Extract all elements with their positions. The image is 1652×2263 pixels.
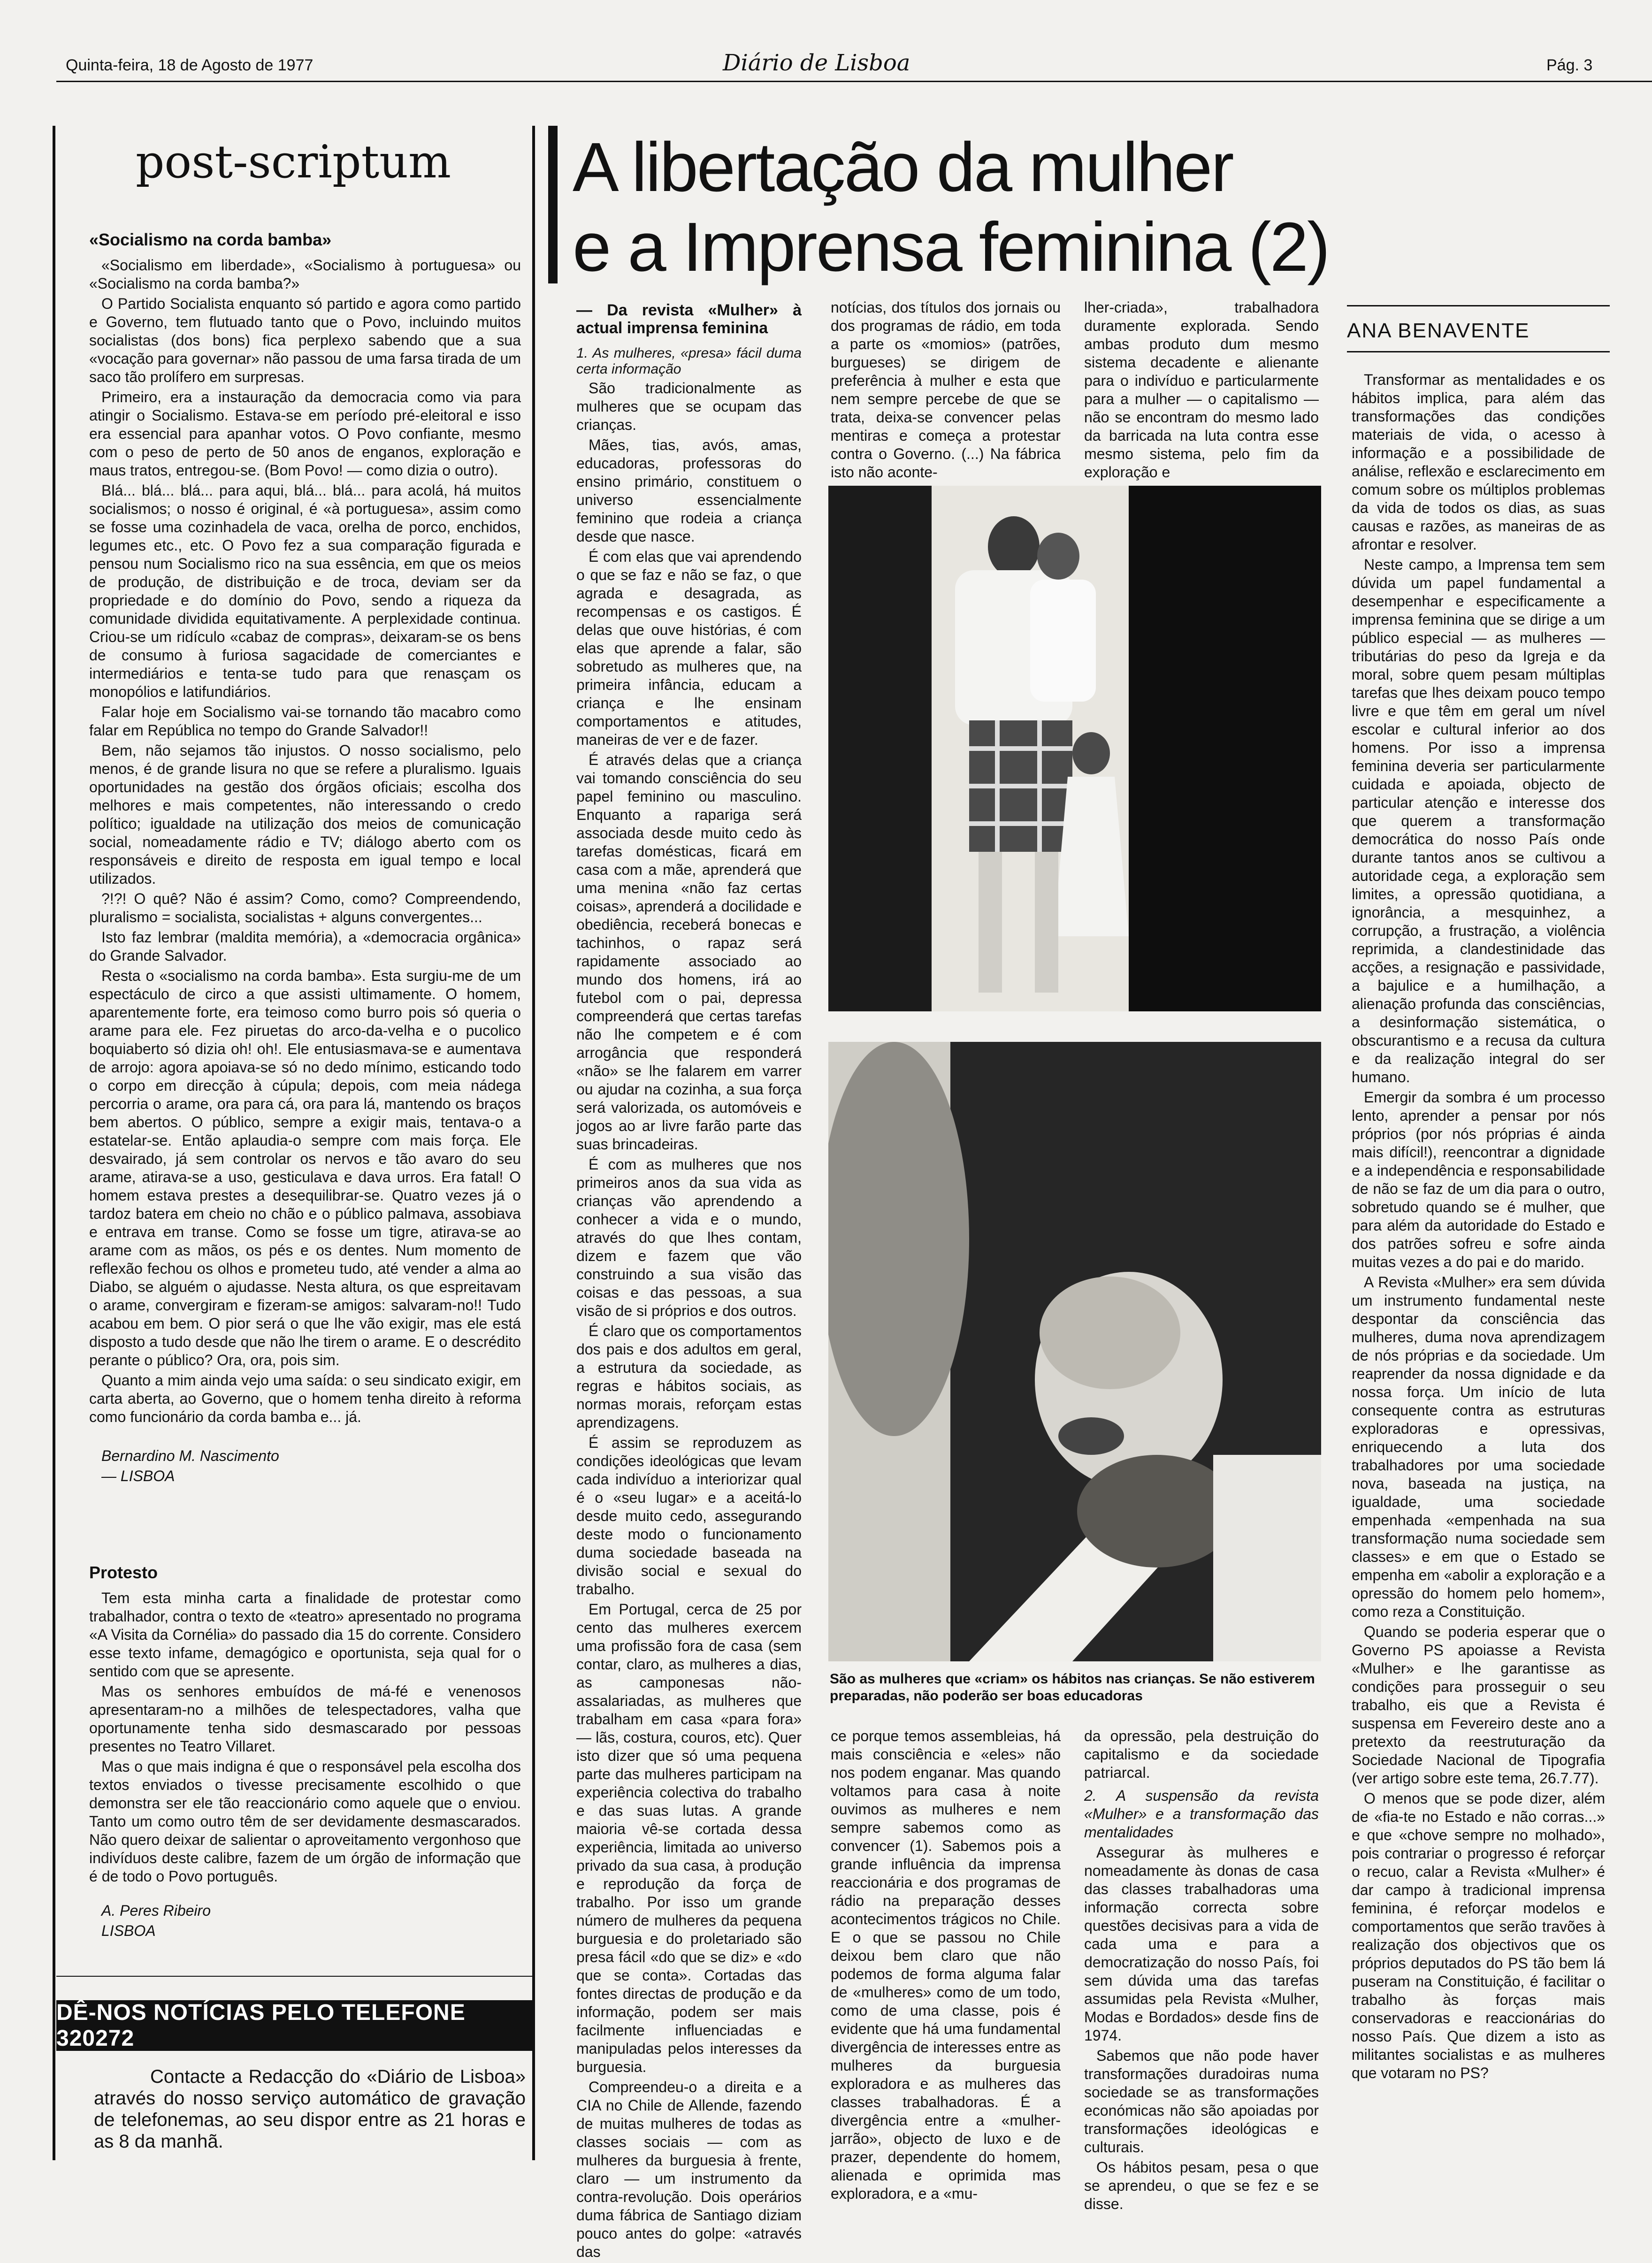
- paragraph: Primeiro, era a instauração da democracia como via para atingir o Socialismo. Estava-se em período pré-eleitoral e isso era essencial para apanhar votos. O Povo confiante, mesmo com o peso de perto de 50 anos de enganos, exploração e maus tratos, entregou-se. (Bom Povo! — como dizia o outro).: [89, 389, 521, 479]
- paragraph: Mas o que mais indigna é que o responsável pela escolha dos textos enviados o tivesse precisamente escolhido o que demonstra ser ele tão reaccionário como aquele que o enviou. Tanto um como outro têm de ser devidamente desmascarados. Não quero deixar de salientar o aproveitamento vergonhoso que indivíduos deste calibre, fazem de um órgão de informação que é de todo o Povo português.: [89, 1758, 521, 1885]
- photo-image: [828, 486, 1321, 1011]
- paragraph: Emergir da sombra é um processo lento, aprender a pensar por nós próprios (por nós próprias é ainda mais difícil!), reencontrar a dignidade e a independência e responsabilidade de não se faz de um dia para o outro, sobretudo quando se é mulher, que para além da autoridade do Estado e dos patrões sofreu e sofre ainda muitas vezes a do pai e do marido.: [1352, 1089, 1605, 1270]
- article-title-line1: A libertação da mulher: [573, 129, 1233, 206]
- paragraph: Mães, tias, avós, amas, educadoras, professoras do ensino primário, constituem o universo essencialmente feminino que rodeia a criança desde que nasce.: [576, 436, 802, 545]
- article-column-4: [1352, 371, 1605, 2084]
- phone-box-text: Contacte a Redacção do «Diário de Lisboa» através do nosso serviço automático de gravação de telefonemas, ao seu dispor entre as 21 horas e as 8 da manhã.: [94, 2066, 526, 2152]
- paragraph: Quando se poderia esperar que o Governo PS apoiasse a Revista «Mulher» e lhe garantisse as condições para prosseguir o seu trabalho, eis que a Revista é suspensa em Fevereiro deste ano a pretexto da reestruturação da Sociedade Nacional de Tipografia (ver artigo sobre este tema, 26.7.77).: [1352, 1623, 1605, 1787]
- phone-box-heading: DÊ-NOS NOTÍCIAS PELO TELEFONE 320272: [56, 2000, 532, 2051]
- paragraph: Isto faz lembrar (maldita memória), a «democracia orgânica» do Grande Salvador.: [89, 929, 521, 964]
- paragraph: Os hábitos pesam, pesa o que se aprendeu, o que se fez e se disse.: [1084, 2159, 1319, 2212]
- page-number: Pág. 3: [1546, 56, 1593, 74]
- article-column-1: [576, 301, 802, 2263]
- paragraph: ?!?! O quê? Não é assim? Como, como? Compreendendo, pluralismo = socialista, socialistas + alguns convergentes...: [89, 890, 521, 925]
- article-subhead: — Da revista «Mulher» à actual imprensa feminina: [576, 301, 802, 337]
- paragraph: «Socialismo em liberdade», «Socialismo à portuguesa» ou «Socialismo na corda bamba?»: [89, 257, 521, 292]
- article-column-2-top: [831, 298, 1061, 483]
- postscriptum-title: post-scriptum: [135, 136, 451, 188]
- article-title-line2: e a Imprensa feminina (2): [573, 208, 1329, 286]
- postscriptum-right-border: [532, 126, 535, 2160]
- paragraph: Sabemos que não pode haver transformações duradoiras numa sociedade se as transformações económicas não são apoiadas por transformações ideológicas e culturais.: [1084, 2047, 1319, 2156]
- paragraph: Em Portugal, cerca de 25 por cento das mulheres exercem uma profissão fora de casa (sem contar, claro, as mulheres a dias, as camponesas não-assalariadas, as mulheres que trabalham em casa «para fora» — lãs, costura, couros, etc). Quer isto dizer que só uma pequena parte das mulheres participam na experiência colectiva do trabalho e das suas lutas. A grande maioria vê-se cortada dessa experiência, limitada ao universo privado da sua casa, à produção e reprodução da força de trabalho. Por isso um grande número de mulheres da pequena burguesia e do proletariado são presa fácil «do que se diz» e «do que se conta». Cortadas das fontes directas de produção e da informação, podem ser mais facilmente influenciadas e manipuladas pelos interesses da burguesia.: [576, 1601, 802, 2075]
- paragraph: Falar hoje em Socialismo vai-se tornando tão macabro como falar em República no tempo do Grande Salvador!!: [89, 703, 521, 739]
- paragraph: O Partido Socialista enquanto só partido e agora como partido e Governo, tem flutuado tanto que o Povo, incluindo muitos socialistas (dos bons) fica perplexo sabendo que a sua «vocação para governar» não passou de uma farsa tirada de um saco tão prolífero em surpresas.: [89, 295, 521, 385]
- paragraph: Quanto a mim ainda vejo uma saída: o seu sindicato exigir, em carta aberta, ao Governo, que o homem tenha direito à reforma como funcionário da corda bamba e... já.: [89, 1372, 521, 1425]
- paragraph: notícias, dos títulos dos jornais ou dos programas de rádio, em toda a parte os «momios» (patrões, burgueses) se dirigem de preferência à mulher e esta que nem sempre percebe de que se trata, deixa-se convencer pelas mentiras e começa a protestar contra o Governo. (...) Na fábrica isto não aconte-: [831, 299, 1061, 481]
- paragraph: ce porque temos assembleias, há mais consciência e «eles» não nos podem enganar. Mas quando voltamos para casa à noite ouvimos as mulheres e nem sempre sabemos como as convencer (1). Sabemos pois a grande influência da imprensa reaccionária e dos programas de rádio na preparação desses acontecimentos trágicos no Chile. E o que se passou no Chile deixou bem claro que não podemos de forma alguma falar de «mulheres» como de um todo, como de uma classe, pois é evidente que há uma fundamental divergência de interesses entre as mulheres da burguesia exploradora e as mulheres das classes trabalhadoras. É a divergência entre a «mulher-jarrão», objecto de luxo e de prazer, dependente do homem, alienada e oprimida mas exploradora, e a «mu-: [831, 1728, 1061, 2202]
- paragraph: Tem esta minha carta a finalidade de protestar como trabalhador, contra o texto de «teatro» apresentado no programa «A Visita da Cornélia» do passado dia 15 do corrente. Considero esse texto infame, demagógico e oportunista, seja qual for o sentido com que se apresente.: [89, 1590, 521, 1680]
- photo-mother-children: [828, 486, 1321, 1011]
- paragraph: Resta o «socialismo na corda bamba». Esta surgiu-me de um espectáculo de circo a que assisti ultimamente. O homem, aparentemente forte, era teimoso como burro pois só queria o arame para ele. Fez piruetas do arco-da-velha e o pucolico boquiaberto só dizia oh! oh!. Ele entusiasmava-se e aumentava de arrojo: agora apoiava-se só no dedo mínimo, esticando todo o corpo em direcção à cúpula; depois, com meia nádega percorria o arame, ora para cá, ora para lá, mantendo os braços bem abertos. O público, sempre a exigir mais, tentava-o a estatelar-se. Então aplaudia-o sempre com mais força. Ele desvairado, já sem controlar os nervos e tão avaro do seu arame, atirava-se a uso, gesticulava e dava urros. Era fatal! O homem estava prestes a desequilibrar-se. Quatro vezes já o tardoz batera em cheio no chão e o público palmava, assobiava e entrava em transe. Como se fosse um tigre, atirava-se ao arame com as mãos, os pés e os dentes. Num momento de reflexão fechou os olhos e prometeu tudo, até vender a alma ao Diabo, se alguém o ajudasse. Nesta altura, os que espreitavam o arame, convergiram e fizeram-se amigos: salvaram-no!! Tudo acabou em bem. O pior será o que lhe vão exigir, mas ele está disposto a tudo desde que não lhe tirem o arame. E o descrédito perante o público? Ora, ora, pois sim.: [89, 967, 521, 1369]
- masthead: Diário de Lisboa: [723, 50, 910, 76]
- author-byline: ANA BENAVENTE: [1347, 319, 1530, 342]
- paragraph: É com elas que vai aprendendo o que se faz e não se faz, o que agrada e desagrada, as recompensas e os castigos. É delas que ouve histórias, é com elas que aprende a falar, são sobretudo as mulheres que, na primeira infância, educam a criança e lhe ensinam comportamentos e atitudes, maneiras de ver e de fazer.: [576, 548, 802, 748]
- signature-place: LISBOA: [101, 1922, 156, 1939]
- paragraph: Assegurar às mulheres e nomeadamente às donas de casa das classes trabalhadoras uma informação correcta sobre questões decisivas para a vida de cada uma e para a democratização do nosso País, foi sem dúvida uma das tarefas assumidas pela Revista «Mulher, Modas e Bordados» desde fins de 1974.: [1084, 1844, 1319, 2044]
- issue-date: Quinta-feira, 18 de Agosto de 1977: [66, 56, 314, 74]
- paragraph: É claro que os comportamentos dos pais e dos adultos em geral, a estrutura da sociedade, as regras e hábitos sociais, as normas morais, reforçam estas aprendizagens.: [576, 1323, 802, 1431]
- article-column-3-top: [1084, 298, 1319, 483]
- box-rule: [56, 1976, 532, 1977]
- paragraph: lher-criada», trabalhadora duramente explorada. Sendo ambas produto dum mesmo sistema decadente e alienante para o indivíduo e particularmente para a mulher — o capitalismo — não se encontram do mesmo lado da barricada na luta contra esse mesmo sistema, pelo fim da exploração e: [1084, 299, 1319, 481]
- article-protesto: [89, 1563, 521, 1942]
- paragraph: Bem, não sejamos tão injustos. O nosso socialismo, pelo menos, é de grande lisura no que se refere a pluralismo. Iguais oportunidades na gestão dos órgãos oficiais; escolha dos melhores e mais competentes, não interessando o credo político; igualdade na utilização dos meios de comunicação social, nomeadamente rádio e TV; diálogo aberto com os responsáveis e direito de resposta em igual tempo e local utilizados.: [89, 742, 521, 887]
- paragraph: O menos que se pode dizer, além de «fia-te no Estado e não corras...» e que «chove sempre no molhado», pois contrariar o progresso é reforçar o recuo, calar a Revista «Mulher» é dar campo à tradicional imprensa feminina, é reforçar modelos e comportamentos que serão travões à realização dos objectivos que os próprios deputados do PS tão bem lá puseram na Constituição, é facilitar o trabalho às forças mais conservadoras e reaccionárias do nosso País. Que dizem a isto as militantes socialistas e as mulheres que votaram no PS?: [1352, 1790, 1605, 2081]
- title-bar: [548, 126, 558, 283]
- signature-name: Bernardino M. Nascimento: [101, 1447, 279, 1464]
- photo-image: [828, 1042, 1321, 1661]
- paragraph: É com as mulheres que nos primeiros anos da sua vida as crianças vão aprendendo a conhecer a vida e o mundo, através do que lhes contam, dizem e fazem que vão construindo a sua visão das coisas e das pessoas, a sua visão de si próprios e dos outros.: [576, 1156, 802, 1319]
- author-rule-bottom: [1347, 351, 1610, 352]
- author-rule-top: [1347, 305, 1610, 306]
- paragraph: Compreendeu-o a direita e a CIA no Chile de Allende, fazendo de muitas mulheres de todas as classes sociais — com as mulheres da burguesia à frente, claro — um instrumento da contra-revolução. Dois operários duma fábrica de Santiago diziam pouco antes do golpe: «através das: [576, 2079, 802, 2260]
- paragraph: Mas os senhores embuídos de má-fé e venenosos apresentaram-no a milhões de telespectadores, valha que oportunamente tenha sido desmascarado por pessoas presentes no Teatro Villaret.: [89, 1683, 521, 1755]
- signature-place: — LISBOA: [101, 1468, 175, 1484]
- paragraph: É através delas que a criança vai tomando consciência do seu papel feminino ou masculino. Enquanto a rapariga será associada desde muito cedo às tarefas domésticas, ficará em casa com a mãe, aprenderá que uma menina «não faz certas coisas», aprenderá a docilidade e obediência, receberá bonecas e tachinhos, o rapaz será rapidamente associado ao mundo dos homens, irá ao futebol com o pai, depressa compreenderá que certas tarefas não lhe competem e é com arrogância que responderá «não» se lhe falarem em varrer ou ajudar na cozinha, a sua força será valorizada, os automóveis e jogos ao ar livre farão parte das suas brincadeiras.: [576, 751, 802, 1153]
- article-column-3-bottom: [1084, 1727, 1319, 2215]
- signature-name: A. Peres Ribeiro: [101, 1902, 211, 1919]
- article-socialismo: [89, 230, 521, 1487]
- photo-child-eating: [828, 1042, 1321, 1661]
- paragraph: Transformar as mentalidades e os hábitos implica, para além das transformações das condições materiais de vida, o acesso à informação e a possibilidade de análise, reflexão e esclarecimento em comum sobre os múltiplos problemas da vida de todos os dias, as suas causas e razões, as maneiras de as afrontar e resolver.: [1352, 371, 1605, 553]
- section-heading: 1. As mulheres, «presa» fácil duma certa informação: [576, 345, 802, 377]
- paragraph: São tradicionalmente as mulheres que se ocupam das crianças.: [576, 380, 802, 433]
- paragraph: Blá... blá... blá... para aqui, blá... blá... para acolá, há muitos socialismos; o nosso é original, é «à portuguesa», assim como se fosse uma cozinhadela de vaca, orelha de porco, enchidos, legumes etc., etc. O Povo fez a sua comparação figurada e pensou num Socialismo rico na sua essência, em que os meios de produção, de distribuição e de troca, deviam ser da propriedade e do domínio do Povo, sendo a riqueza da comunidade dividida equitativamente. A perplexidade continua. Criou-se um ridículo «cabaz de compras», deixaram-se os bens de consumo à furiosa sagacidade de comerciantes e intermediários e tenta-se tudo para que renasçam os monopólios e latifundiários.: [89, 482, 521, 700]
- left-border: [53, 126, 55, 2160]
- article-heading: Protesto: [89, 1563, 158, 1582]
- photo-caption: São as mulheres que «criam» os hábitos nas crianças. Se não estiverem preparadas, não poderão ser boas educadoras: [830, 1671, 1315, 1704]
- paragraph: É assim se reproduzem as condições ideológicas que levam cada indivíduo a interiorizar qual é o «seu lugar» e a aceitá-lo desde muito cedo, assegurando deste modo o funcionamento duma sociedade baseada na divisão social e sexual do trabalho.: [576, 1434, 802, 1598]
- section-heading: 2. A suspensão da revista «Mulher» e a transformação das mentalidades: [1084, 1787, 1319, 1841]
- header-rule: [56, 81, 1652, 82]
- article-heading: «Socialismo na corda bamba»: [89, 230, 332, 249]
- paragraph: A Revista «Mulher» era sem dúvida um instrumento fundamental neste despontar da consciência das mulheres, duma nova aprendizagem de nós próprias e da sociedade. Um reaprender da nossa dignidade e da nossa força. Um início de luta consequente contra as estruturas exploradoras e opressivas, enriquecendo a luta dos trabalhadores por uma sociedade nova, baseada na justiça, na igualdade, uma sociedade empenhada «empenhada na sua transformação numa sociedade sem classes» e em que o Estado se empenha em «abolir a exploração e a opressão do homem pelo homem», como reza a Constituição.: [1352, 1274, 1605, 1620]
- paragraph: Neste campo, a Imprensa tem sem dúvida um papel fundamental a desempenhar e especificamente a imprensa feminina que se dirige a um público especial — as mulheres — tributárias do peso da Igreja e da moral, sobre quem pesam múltiplas tarefas que lhes deixam pouco tempo livre e que têm em geral um nível escolar e cultural inferior ao dos homens. Por isso a imprensa feminina deveria ser particularmente cuidada e apoiada, objecto de particular atenção e interesse dos que querem a transformação democrática do nosso País onde durante tantos anos se cultivou a autoridade cega, a exploração sem limites, a opressão quotidiana, a ignorância, a mesquinhez, a corrupção, a frustração, a violência reprimida, a clandestinidade das acções, a resignação e passividade, a bajulice e a humilhação, a alienação profunda das consciências, a desinformação sistemática, o obscurantismo e a recusa da cultura e da realização integral do ser humano.: [1352, 556, 1605, 1086]
- paragraph: da opressão, pela destruição do capitalismo e da sociedade patriarcal.: [1084, 1728, 1319, 1781]
- article-column-2-bottom: [831, 1727, 1061, 2205]
